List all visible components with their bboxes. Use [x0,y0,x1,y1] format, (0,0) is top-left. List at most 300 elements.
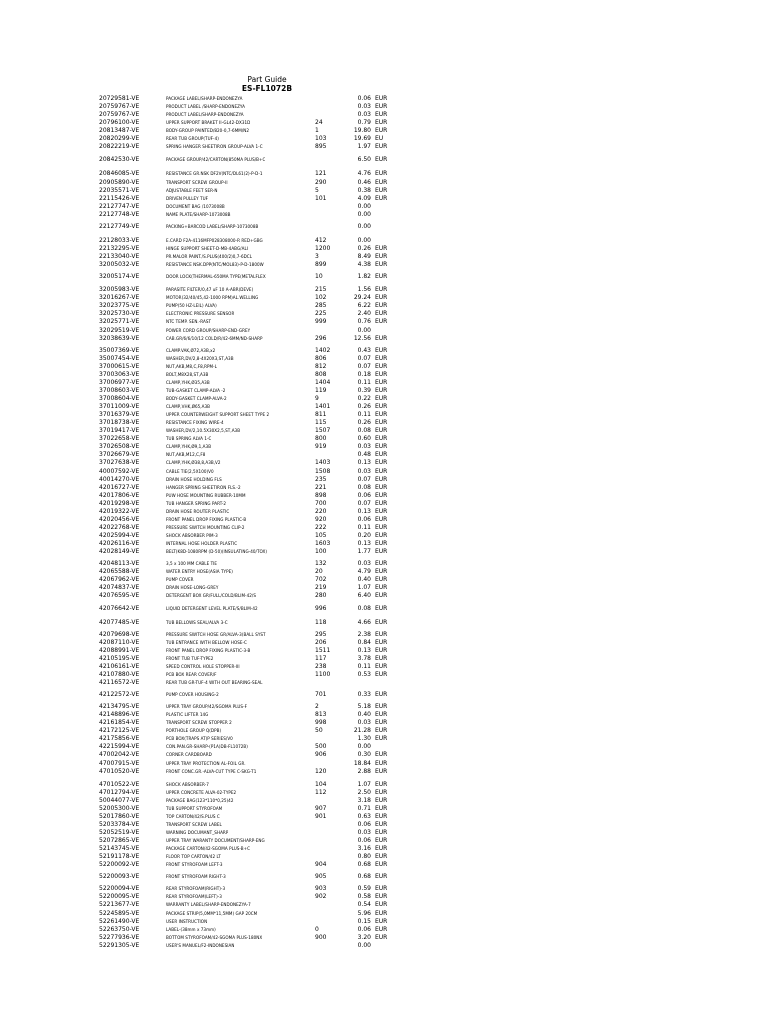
part-description: TUB SUPPORT STYROFOAM [166,805,223,811]
table-row [0,156,768,164]
currency: EUR [375,630,388,638]
table-row [0,619,768,627]
currency: EUR [375,719,388,727]
part-number: 52200095-VE [99,893,140,901]
unit-price: 0.03 [357,103,371,111]
quantity: 295 [315,630,327,638]
unit-price: 0.26 [357,244,371,252]
currency: EUR [375,759,388,767]
unit-price: 12.56 [353,334,371,342]
part-description: REAR STYROFOAM(RIGHT)-3 [166,886,226,892]
part-description: UPPER TRAY PROTECTION AL-FOIL GR. [166,760,246,766]
quantity: 296 [315,334,327,342]
part-description: FRONT TUB TUF-TYPE2 [166,655,214,661]
part-description: TUB-GASKET CLAMP-ALVA -2 [166,387,226,393]
quantity: 1508 [315,467,331,475]
unit-price: 0.40 [357,576,371,584]
unit-price: 0.80 [357,853,371,861]
unit-price: 0.00 [357,222,371,230]
unit-price: 0.03 [357,828,371,836]
part-number: 22133040-VE [99,253,140,261]
part-number: 42106161-VE [99,662,140,670]
currency: EUR [375,828,388,836]
table-row [0,592,768,600]
part-number: 37018738-VE [99,419,140,427]
currency: EUR [375,334,388,342]
unit-price: 1.30 [357,735,371,743]
table-row [0,719,768,727]
part-description: ADJUSTABLE FEET SER-N [166,187,218,193]
currency: EUR [375,459,388,467]
currency: EUR [375,812,388,820]
currency: EUR [375,318,388,326]
part-description: WATER ENTRY HOSE(ASIA TYPE) [166,569,233,575]
part-number: 20813487-VE [99,127,140,135]
table-row [0,111,768,119]
table-row [0,568,768,576]
part-description: DETERGENT BOX GR/FULL/COLD/BLIM-42/S [166,593,256,599]
part-description: USER'S MANUEL/F2-INDONESIAN [166,942,235,948]
table-row [0,532,768,540]
part-description: BODY-GROUP PAINTED/820-0,7-6MM/N2 [166,128,250,134]
part-number: 22127749-VE [99,222,140,230]
currency: EUR [375,273,388,281]
part-description: PUW HOSE MOUNTING RUBBER-10MM [166,492,246,498]
part-number: 32025730-VE [99,310,140,318]
quantity: 1403 [315,459,331,467]
unit-price: 0.03 [357,443,371,451]
unit-price: 0.18 [357,370,371,378]
quantity: 20 [315,568,323,576]
part-description: PACKAGE CARTON/42-SGOMA PLUS-B+C [166,846,251,852]
table-row [0,893,768,901]
table-row [0,663,768,671]
part-number: 52261490-VE [99,917,140,925]
quantity: 1200 [315,244,331,252]
document-title: Part Guide [247,75,287,84]
table-row [0,143,768,151]
quantity: 808 [315,370,327,378]
table-row [0,789,768,797]
currency: EUR [375,499,388,507]
part-number: 42020456-VE [99,515,140,523]
currency: EUR [375,451,388,459]
quantity: 219 [315,584,327,592]
part-number: 20759767-VE [99,111,140,119]
quantity: 811 [315,411,327,419]
table-row [0,335,768,343]
part-number: 42076595-VE [99,592,140,600]
part-number: 50044077-VE [99,796,140,804]
table-row [0,492,768,500]
table-row [0,829,768,837]
part-description: FRONT STYROFOAM RIGHT-3 [166,874,226,880]
unit-price: 0.06 [357,837,371,845]
part-number: 20846085-VE [99,170,140,178]
part-description: CORNER CARDBOARD [166,752,212,758]
quantity: 898 [315,491,327,499]
unit-price: 0.11 [357,378,371,386]
unit-price: 6.50 [357,156,371,164]
part-number: 52143745-VE [99,845,140,853]
table-row [0,576,768,584]
unit-price: 0.15 [357,917,371,925]
quantity: 812 [315,362,327,370]
currency: EUR [375,194,388,202]
quantity: 700 [315,499,327,507]
part-description: BELT(K8D-1080RPM (D-50)(INSULATING-40/TOX) [166,549,268,555]
table-row [0,403,768,411]
part-number: 42148896-VE [99,711,140,719]
unit-price: 6.40 [357,592,371,600]
unit-price: 5.96 [357,909,371,917]
part-description: PRESSURE SWITCH MOUNTING CLIP-2 [166,524,245,530]
part-number: 52005300-VE [99,804,140,812]
part-description: E.CARD F2A-4116MFP028308000-R RED+GBG [166,237,263,243]
table-row [0,119,768,127]
table-row [0,703,768,711]
part-number: 20820299-VE [99,135,140,143]
table-row [0,170,768,178]
part-description: PRODUCT LABEL/SHARP-ENDONEZYA [166,112,244,118]
part-number: 37027638-VE [99,459,140,467]
unit-price: 2.50 [357,788,371,796]
quantity: 132 [315,560,327,568]
currency: EUR [375,691,388,699]
quantity: 907 [315,804,327,812]
unit-price: 0.43 [357,346,371,354]
unit-price: 0.03 [357,111,371,119]
currency: EUR [375,419,388,427]
table-row [0,294,768,302]
part-description: DOCUMENT BAG /1073008B [166,203,225,209]
unit-price: 0.54 [357,901,371,909]
table-row [0,918,768,926]
unit-price: 19.80 [353,127,371,135]
part-description: LABEL-(38mm x 73mm) [166,926,216,932]
currency: EUR [375,662,388,670]
currency: EUR [375,901,388,909]
table-row [0,942,768,950]
part-number: 20796100-VE [99,119,140,127]
currency: EUR [375,294,388,302]
table-row [0,845,768,853]
table-row [0,605,768,613]
part-description: FRONT STYROFOAM LEFT-3 [166,862,223,868]
quantity: 117 [315,654,327,662]
currency: EUR [375,576,388,584]
part-number: 20729581-VE [99,95,140,102]
table-row [0,187,768,195]
quantity: 225 [315,310,327,318]
part-description: FRONT PANEL DROP FIXING PLASTIC-B [166,516,247,522]
currency: EUR [375,670,388,678]
table-row [0,813,768,821]
currency: EUR [375,532,388,539]
quantity: 998 [315,719,327,727]
table-row [0,639,768,647]
part-number: 42048113-VE [99,560,140,568]
currency: EUR [375,403,388,411]
quantity: 1507 [315,427,331,435]
table-row [0,524,768,532]
table-row [0,318,768,326]
part-number: 42074837-VE [99,584,140,592]
table-row [0,387,768,395]
part-description: PUMP COVER HOUSING-2 [166,692,219,698]
quantity: 102 [315,294,327,302]
quantity: 280 [315,592,327,600]
part-number: 37026679-VE [99,451,140,459]
part-description: TOP CARTON/42/S.PLUS C [166,813,220,819]
part-number: 32023775-VE [99,302,140,310]
part-number: 32005983-VE [99,286,140,294]
table-row [0,435,768,443]
currency: EUR [375,170,388,178]
table-row [0,837,768,845]
part-description: CAB.GR/6/6/10/12 COLD/R/42-6MM/ND-SHARP [166,335,263,341]
table-row [0,500,768,508]
part-number: 52291305-VE [99,941,140,949]
table-row [0,484,768,492]
unit-price: 0.07 [357,499,371,507]
unit-price: 0.71 [357,804,371,812]
unit-price: 2.38 [357,630,371,638]
table-row [0,768,768,776]
unit-price: 0.13 [357,540,371,548]
table-row [0,355,768,363]
currency: EUR [375,386,388,394]
quantity: 221 [315,483,327,491]
unit-price: 1.07 [357,780,371,788]
part-number: 37022658-VE [99,435,140,443]
table-row [0,516,768,524]
part-description: RESISTANCE GR.NSK DF2V(NTC/DL61(2)-P-D-1 [166,171,263,177]
currency: EUR [375,427,388,435]
currency: EUR [375,735,388,743]
part-number: 47002042-VE [99,751,140,759]
quantity: 920 [315,515,327,523]
table-row [0,934,768,942]
currency: EUR [375,411,388,419]
table-row [0,427,768,435]
part-number: 52072865-VE [99,837,140,845]
currency: EUR [375,467,388,475]
table-row [0,711,768,719]
currency: EUR [375,861,388,869]
currency: EUR [375,711,388,719]
table-row [0,781,768,789]
part-number: 20822219-VE [99,143,140,151]
part-description: PACKAGE LABEL/SHARP-ENDONEZYA [166,96,243,101]
part-description: DRAIN HOSE ROUTER PLASTIC [166,508,230,514]
quantity: 115 [315,419,327,427]
table-row [0,302,768,310]
currency: EUR [375,592,388,600]
part-description: PCB BOX(TRAPS AT)P SERIES/V0 [166,736,233,742]
unit-price: 0.60 [357,435,371,443]
part-number: 37011009-VE [99,403,140,411]
quantity: 112 [315,788,327,796]
currency: EUR [375,654,388,662]
currency: EUR [375,727,388,735]
currency: EUR [375,370,388,378]
part-number: 37008604-VE [99,394,140,402]
currency: EUR [375,354,388,362]
currency: EUR [375,302,388,310]
currency: EUR [375,837,388,845]
quantity: 238 [315,662,327,670]
part-description: PUMP COVER [166,577,194,583]
currency: EUR [375,362,388,370]
quantity: 3 [315,253,319,261]
unit-price: 4.09 [357,194,371,202]
part-description: REAR TUB GROUP(TUF-4) [166,136,219,142]
currency: EUR [375,394,388,402]
currency: EUR [375,178,388,186]
quantity: 50 [315,727,323,735]
part-number: 40007592-VE [99,467,140,475]
part-number: 37019417-VE [99,427,140,435]
part-number: 42077485-VE [99,618,140,626]
part-description: FLOOR TOP CARTON/42 LT [166,854,221,860]
table-row [0,910,768,918]
unit-price: 18.84 [353,759,371,767]
part-description: REAR TUB GR-TUF-4 WITH OUT BEARING-SEAL [166,679,263,685]
part-number: 35007369-VE [99,346,140,354]
part-description: DOOR LOCK(THERMAL-650MA TYPE(METALFLEX [166,274,266,280]
part-number: 42065588-VE [99,568,140,576]
part-number: 32016267-VE [99,294,140,302]
table-row [0,203,768,211]
part-description: RESISTANCE FIXING WIRE-4 [166,420,224,426]
part-description: ELECTRONIC PRESSURE SENSOR [166,311,235,317]
part-number: 22115426-VE [99,194,140,202]
quantity: 813 [315,711,327,719]
part-description: NUT,AKB,M12,C,F8 [166,452,206,458]
table-row [0,873,768,881]
quantity: 500 [315,743,327,751]
part-number: 42016727-VE [99,483,140,491]
part-number: 52033784-VE [99,820,140,828]
currency: EUR [375,523,388,531]
unit-price: 3.16 [357,845,371,853]
part-description: FRONT CONC.GR.-ALVA-CUT TYPE C-SKG-T1 [166,768,257,774]
currency: EUR [375,95,388,102]
part-description: TUB SPRING ALVA 1-C [166,436,212,442]
table-row [0,327,768,335]
part-number: 52200093-VE [99,873,140,881]
quantity: 1511 [315,646,331,654]
table-row [0,443,768,451]
part-description: WASHER,DV/2,10.5X30X2,5,ST,A3B [166,428,241,434]
table-row [0,253,768,261]
unit-price: 0.20 [357,532,371,539]
unit-price: 0.06 [357,925,371,933]
unit-price: 0.00 [357,202,371,210]
part-number: 52017860-VE [99,812,140,820]
unit-price: 0.53 [357,670,371,678]
table-row [0,476,768,484]
part-description: CLAMP,YHK,Ø35,A3B [166,379,210,385]
currency: EUR [375,853,388,861]
currency: EUR [375,103,388,111]
part-description: NUT,AKB,M8,C,F8,RPM-L [166,363,217,369]
currency: EU [375,135,384,143]
quantity: 904 [315,861,327,869]
unit-price: 0.00 [357,326,371,334]
unit-price: 1.07 [357,584,371,592]
part-number: 22127747-VE [99,202,140,210]
currency: EUR [375,560,388,568]
quantity: 118 [315,618,327,626]
part-description: HANGER SPRING SHEETIRON FLS.-2 [166,484,241,490]
part-number: 42107880-VE [99,670,140,678]
table-row [0,411,768,419]
part-description: SHOCK ABSORBER PIM-3 [166,533,218,538]
part-description: UPPER COUNTERWEIGHT SUPPORT SHEET TYPE 2 [166,412,270,418]
quantity: 235 [315,475,327,483]
currency: EUR [375,788,388,796]
table-row [0,347,768,355]
currency: EUR [375,515,388,523]
part-description: USER INSTRUCTION [166,918,208,924]
unit-price: 0.59 [357,885,371,893]
unit-price: 0.30 [357,751,371,759]
part-number: 42122572-VE [99,691,140,699]
quantity: 24 [315,119,323,127]
unit-price: 1.77 [357,548,371,556]
currency: EUR [375,845,388,853]
currency: EUR [375,143,388,151]
part-number: 42019298-VE [99,499,140,507]
unit-price: 0.06 [357,95,371,102]
currency: EUR [375,820,388,828]
currency: EUR [375,893,388,901]
part-description: INTERNAL HOSE HOLDER PLASTIC [166,541,238,547]
quantity: 105 [315,532,327,539]
part-number: 47007915-VE [99,759,140,767]
unit-price: 0.06 [357,515,371,523]
part-description: NAME PLATE/SHARP-1073008B [166,211,231,217]
quantity: 903 [315,885,327,893]
part-description: PRODUCT LABEL /SHARP-ENDONEZYA [166,104,246,110]
unit-price: 0.13 [357,507,371,515]
part-number: 42076642-VE [99,605,140,613]
part-description: PACKING+BARCOD LABEL/SHARP-1073008B [166,223,259,229]
part-description: TRANSPORT SCREW LABEL [166,821,222,827]
table-row [0,861,768,869]
part-description: PLASTIC LIFTER 14G [166,712,209,718]
currency: EUR [375,618,388,626]
table-row [0,223,768,231]
model-number: ES-FL1072B [241,84,293,93]
unit-price: 0.07 [357,362,371,370]
table-row [0,926,768,934]
part-number: 42025994-VE [99,532,140,539]
unit-price: 0.08 [357,427,371,435]
unit-price: 0.00 [357,941,371,949]
unit-price: 3.18 [357,796,371,804]
part-description: POWER CORD GROUP/SHARP-END-GREY [166,327,251,333]
part-number: 40014270-VE [99,475,140,483]
currency: EUR [375,751,388,759]
part-description: PACKAGE BAG(123*110*0,25)42 [166,797,234,803]
part-description: CLAMP,YHK,Ø9,1,A3B [166,444,212,450]
part-description: DRAIN HOSE HOLDING FLS [166,476,222,482]
quantity: 119 [315,386,327,394]
unit-price: 8.49 [357,253,371,261]
